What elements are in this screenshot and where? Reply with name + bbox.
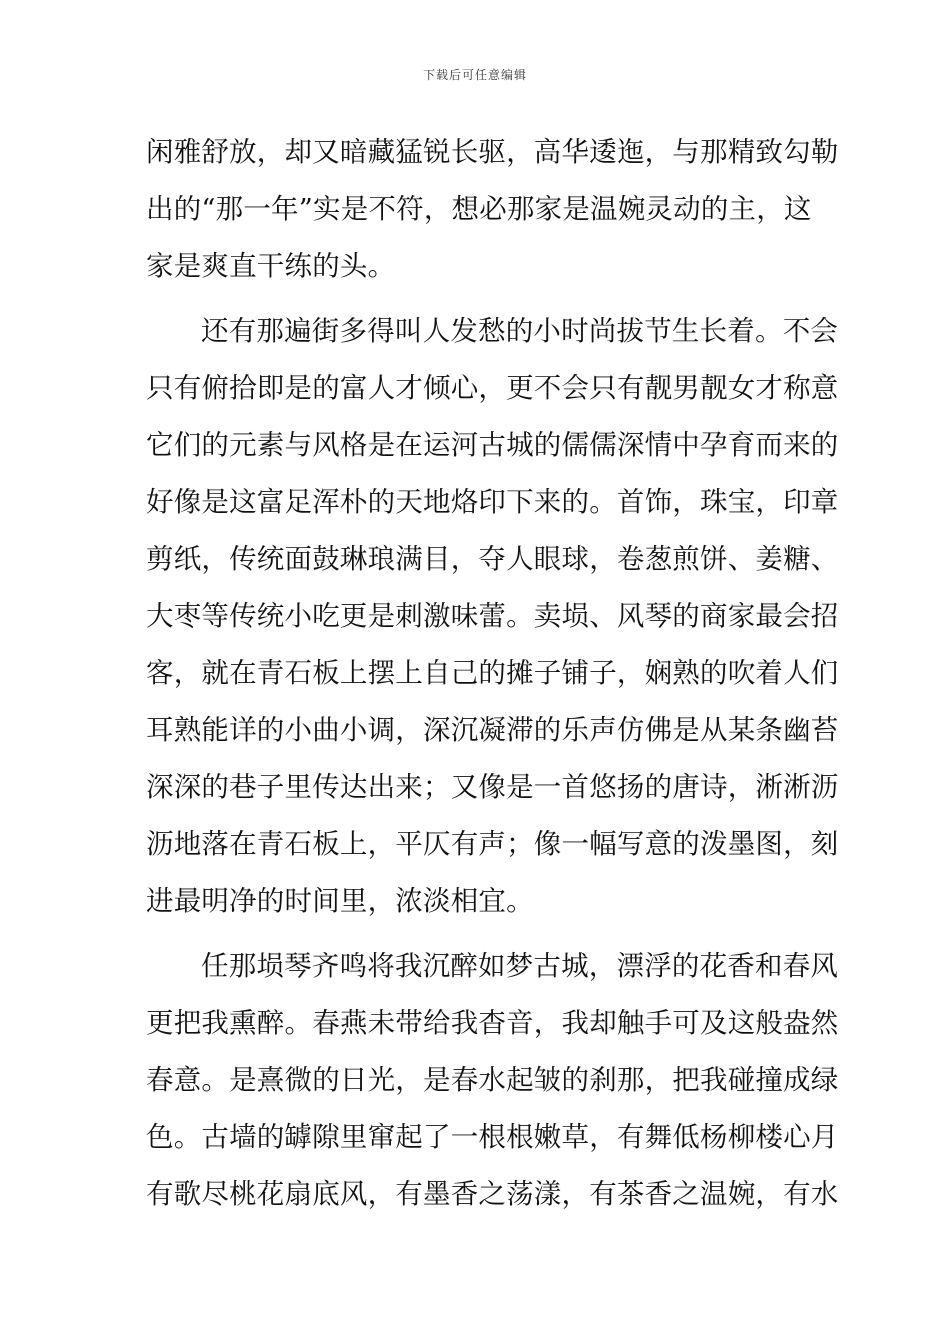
text-line: 进最明净的时间里，浓淡相宜。 [146, 885, 534, 917]
text-line: 耳熟能详的小曲小调，深沉凝滞的乐声仿佛是从某条幽苔 [146, 714, 839, 746]
text-line: 大枣等传统小吃更是刺激味蕾。卖埙、风琴的商家最会招 [146, 600, 839, 632]
paragraph-gap [146, 934, 808, 942]
paragraph [146, 307, 839, 934]
paragraph [146, 128, 839, 299]
text-line: 还有那遍街多得叫人发愁的小时尚拔节生长着。不会 [201, 315, 839, 347]
document-body [146, 128, 839, 1227]
text-line: 色。古墙的罅隙里窜起了一根根嫩草，有舞低杨柳楼心月 [146, 1121, 839, 1153]
text-line: 剪纸，传统面鼓琳琅满目，夺人眼球，卷葱煎饼、姜糖、 [146, 543, 839, 575]
text-line: 深深的巷子里传达出来；又像是一首悠扬的唐诗，淅淅沥 [146, 771, 839, 803]
text-line: 好像是这富足浑朴的天地烙印下来的。首饰，珠宝，印章 [146, 486, 839, 518]
text-line: 客，就在青石板上摆上自己的摊子铺子，娴熟的吹着人们 [146, 657, 839, 689]
text-line: 任那埙琴齐鸣将我沉醉如梦古城，漂浮的花香和春风 [201, 950, 839, 982]
text-line: 春意。是熹微的日光，是春水起皱的刹那，把我碰撞成绿 [146, 1064, 839, 1096]
text-line: 有歌尽桃花扇底风，有墨香之荡漾，有茶香之温婉，有水 [146, 1178, 839, 1210]
text-line: 更把我熏醉。春燕未带给我杳音，我却触手可及这般盎然 [146, 1007, 839, 1039]
paragraph-gap [146, 299, 808, 307]
text-line: 出的“那一年”实是不符，想必那家是温婉灵动的主，这 [146, 193, 812, 225]
paragraph [146, 942, 839, 1227]
text-line: 闲雅舒放，却又暗藏猛锐长驱，高华逶迤，与那精致勾勒 [146, 136, 839, 168]
text-line: 只有俯拾即是的富人才倾心，更不会只有靓男靓女才称意 [146, 372, 839, 404]
text-line: 家是爽直干练的头。 [146, 250, 396, 282]
text-line: 沥地落在青石板上，平仄有声；像一幅写意的泼墨图，刻 [146, 828, 839, 860]
text-line: 它们的元素与风格是在运河古城的儒儒深情中孕育而来的 [146, 429, 839, 461]
page-header: 下载后可任意编辑 [422, 68, 527, 82]
